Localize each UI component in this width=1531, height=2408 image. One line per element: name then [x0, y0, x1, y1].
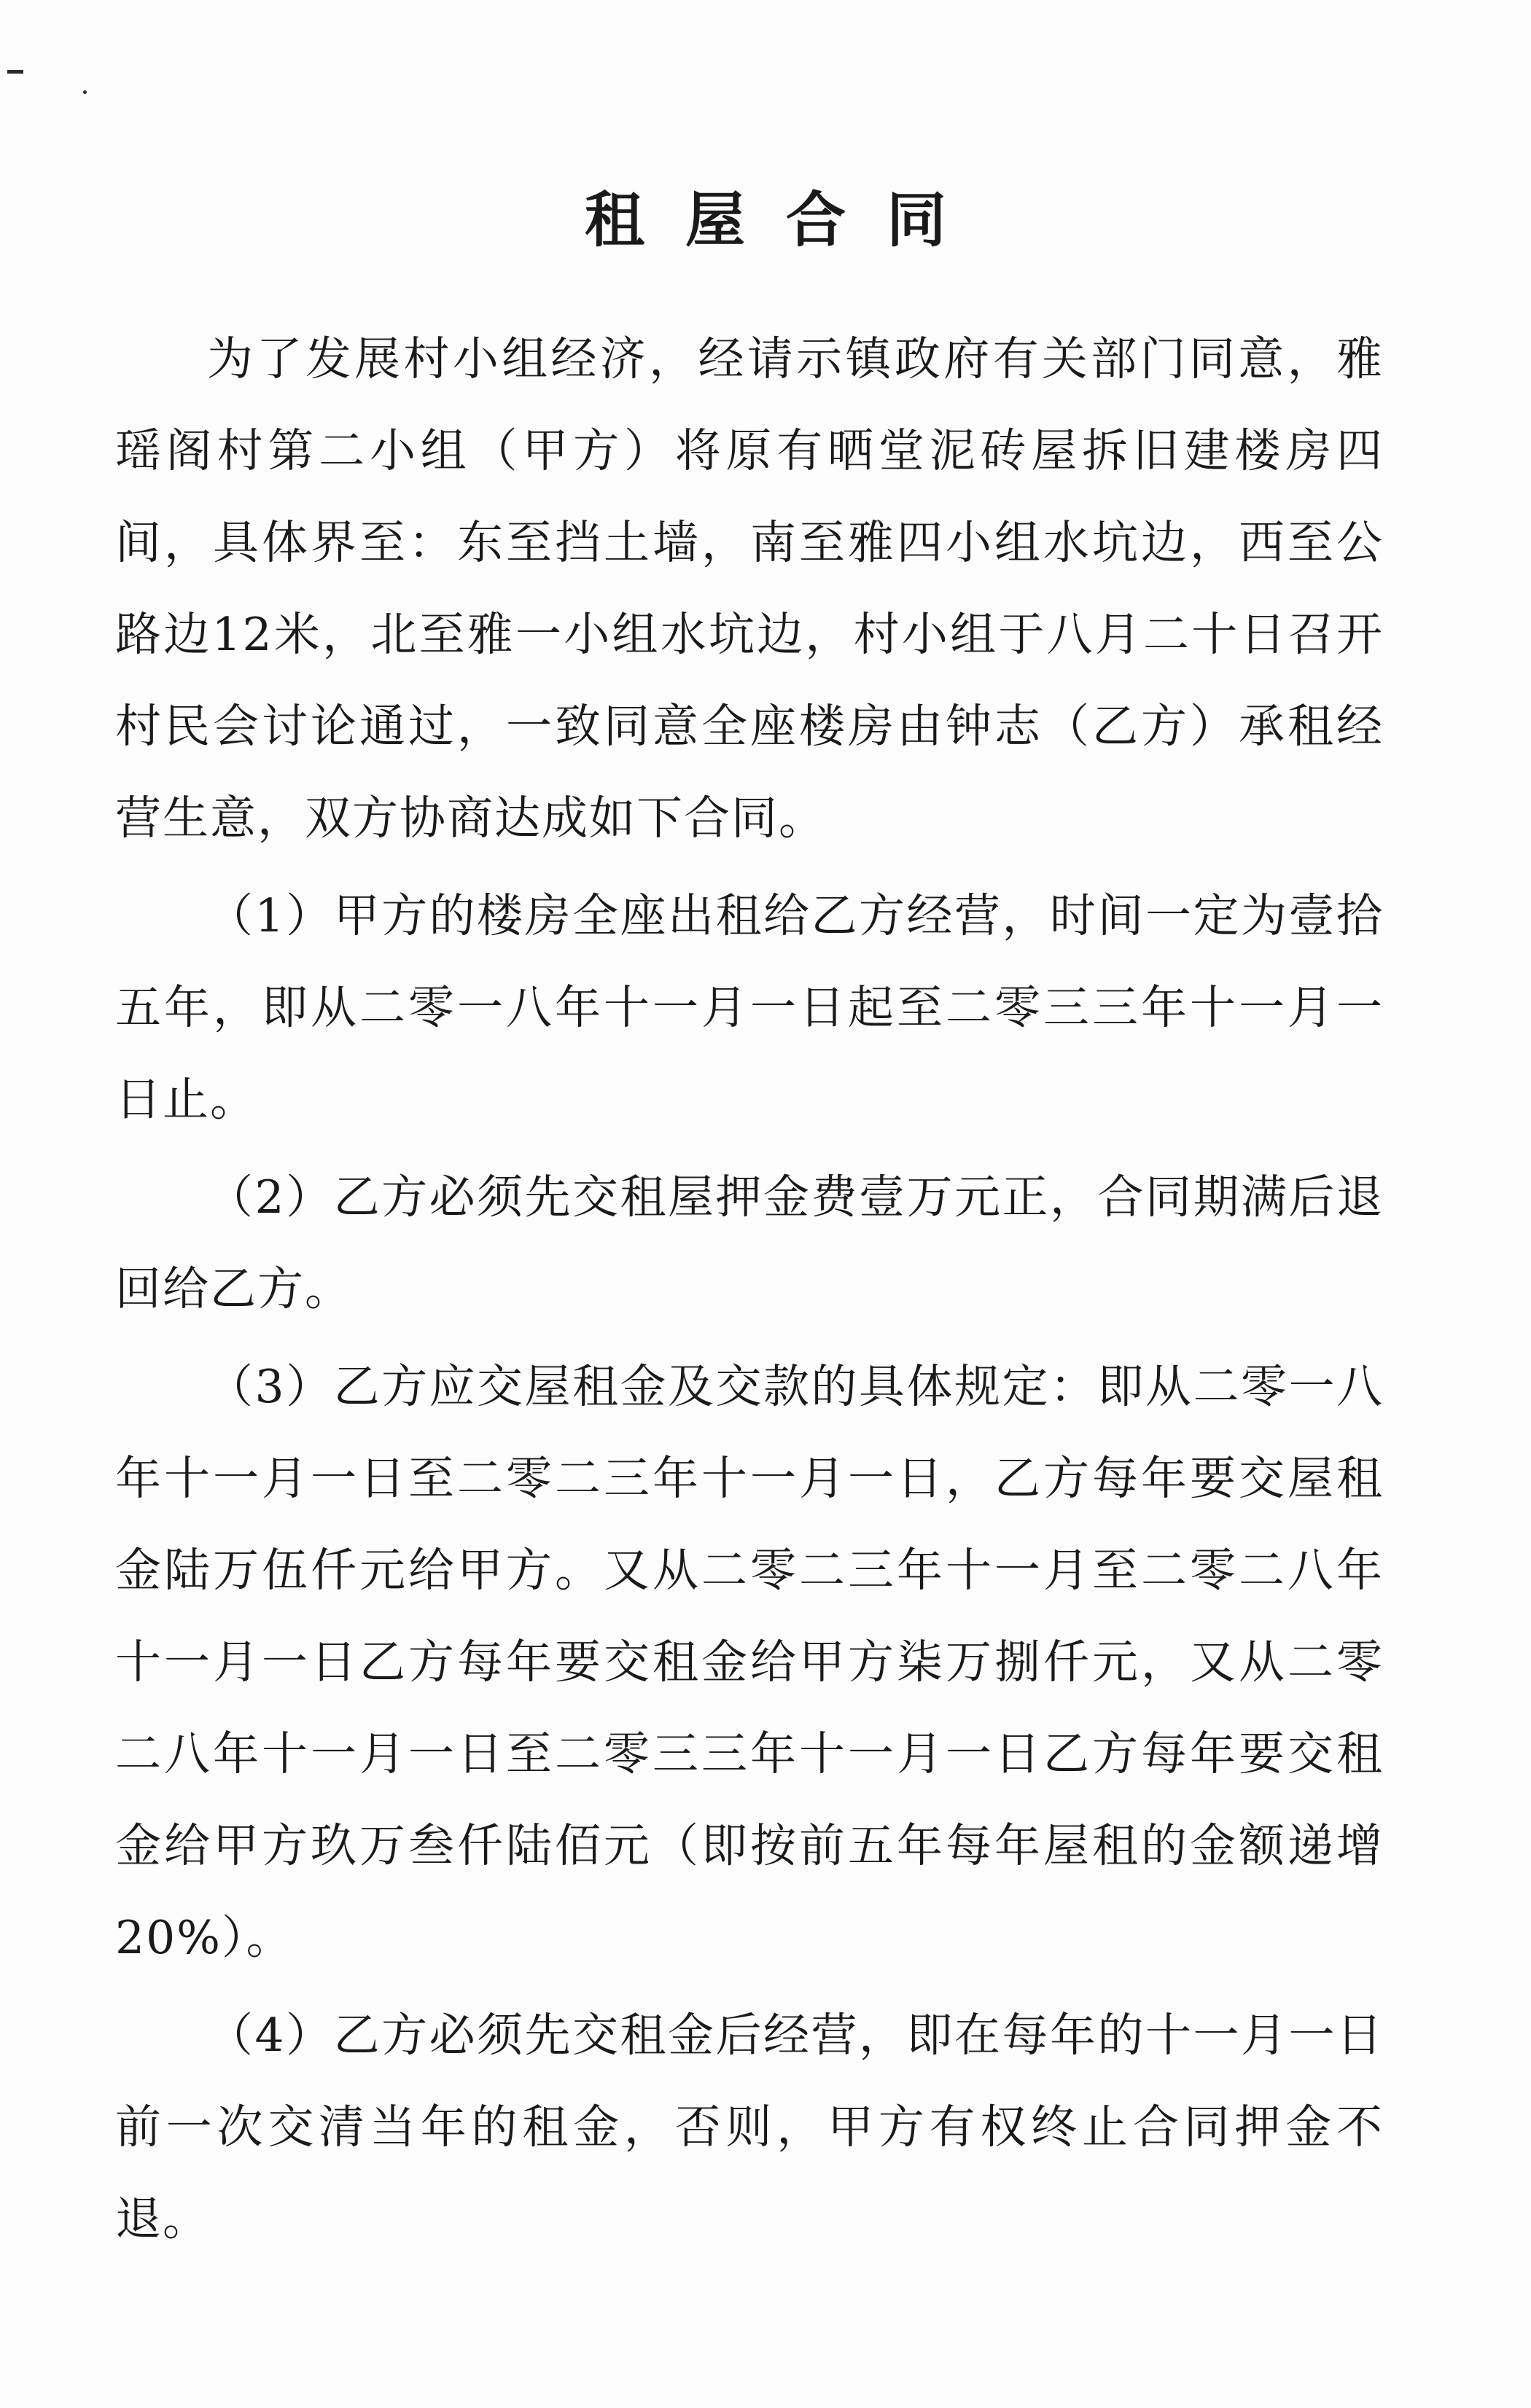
- document-title: 租屋合同: [584, 184, 987, 255]
- clause-4: （4）乙方必须先交租金后经营，即在每年的十一月一日前一次交清当年的租金，否则，甲方有权终止合同押金不退。: [115, 2009, 1384, 2245]
- clause-3: （3）乙方应交屋租金及交款的具体规定：即从二零一八年十一月一日至二零二三年十一月一日，乙方每年要交屋租金陆万伍仟元给甲方。又从二零二三年十一月至二零二八年十一月一日乙方每年要交租金给甲方柒万捌仟元，又从二零二八年十一月一日至二零三三年十一月一日乙方每年要交租金给甲方玖万叁仟陆佰元（即按前五年每年屋租的金额递增20%）。: [115, 1360, 1384, 1964]
- document-body: [115, 313, 1384, 2265]
- clause-2: （2）乙方必须先交租屋押金费壹万元正，合同期满后退回给乙方。: [115, 1170, 1384, 1316]
- clause-1: （1）甲方的楼房全座出租给乙方经营，时间一定为壹拾五年，即从二零一八年十一月一日起至二零三三年十一月一日止。: [115, 889, 1384, 1126]
- scan-dot: [83, 90, 87, 94]
- intro-paragraph: 为了发展村小组经济，经请示镇政府有关部门同意，雅瑶阁村第二小组（甲方）将原有晒堂泥砖屋拆旧建楼房四间，具体界至：东至挡土墙，南至雅四小组水坑边，西至公路边12米，北至雅一小组水坑边，村小组于八月二十日召开村民会讨论通过，一致同意全座楼房由钟志（乙方）承租经营生意，双方协商达成如下合同。: [115, 332, 1384, 845]
- scan-mark: [7, 70, 23, 74]
